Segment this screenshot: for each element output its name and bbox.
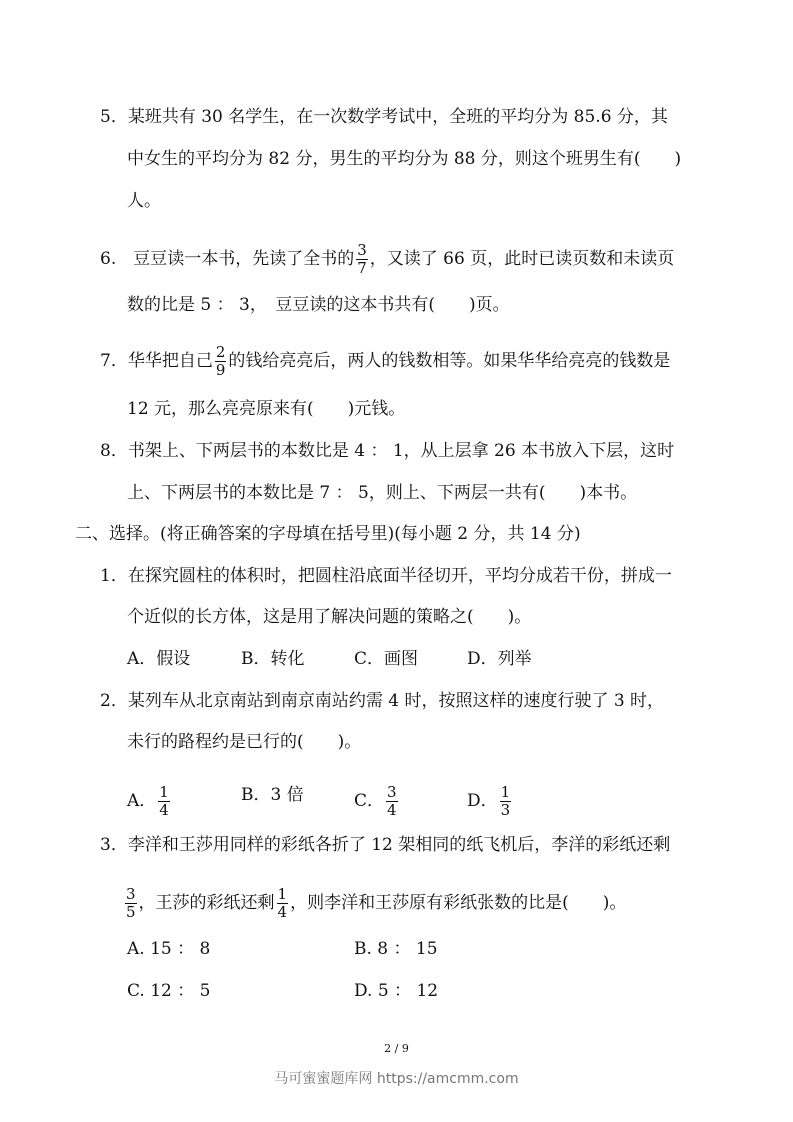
- c3-fraction-1: [125, 886, 137, 921]
- frac-den: 4: [159, 801, 169, 819]
- c1-option-c: C．画图: [354, 649, 419, 669]
- frac-num: 1: [159, 783, 169, 801]
- frac-den: 4: [277, 903, 288, 921]
- q6-frac-den: 7: [357, 259, 367, 277]
- q5-line1: 5．某班共有 30 名学生，在一次数学考试中，全班的平均分为 85.6 分，其: [100, 107, 668, 127]
- footer-watermark[interactable]: 马可蜜蜜题库网 https://amcmm.com: [274, 1071, 519, 1087]
- c3-line1: 3．李洋和王莎用同样的彩纸各折了 12 架相同的纸飞机后，李洋的彩纸还剩: [100, 835, 671, 855]
- c1-line1: 1．在探究圆柱的体积时，把圆柱沿底面半径切开，平均分成若干份，拼成一: [100, 566, 672, 586]
- q7-frac-den: 9: [215, 361, 226, 379]
- c2-option-d-label: D．: [467, 791, 498, 811]
- q7-fraction: [215, 344, 227, 379]
- q7-text-post: 的钱给亮亮后，两人的钱数相等。如果华华给亮亮的钱数是: [228, 351, 671, 371]
- q8-line1: 8．书架上、下两层书的本数比是 4 ： 1，从上层拿 26 本书放入下层，这时: [100, 441, 675, 461]
- c2-option-d: [467, 784, 513, 819]
- frac-num: 3: [126, 885, 136, 903]
- c2-option-a-fraction: [158, 784, 170, 819]
- frac-num: 1: [277, 885, 288, 903]
- c1-option-a: A．假设: [127, 649, 191, 669]
- c2-line2: 未行的路程约是已行的( )。: [127, 732, 362, 752]
- c2-option-a-label: A．: [127, 791, 157, 811]
- section-heading: 二、选择。(将正确答案的字母填在括号里)(每小题 2 分，共 14 分): [75, 524, 581, 544]
- c3-line2: [125, 886, 626, 921]
- q7-frac-num: 2: [215, 343, 226, 361]
- c3-option-a: A. 15 ： 8: [127, 939, 211, 959]
- c1-option-b: B．转化: [241, 649, 305, 669]
- q6-line2: 数的比是 5 ： 3， 豆豆读的这本书共有( )页。: [127, 295, 510, 315]
- q7-text-pre: 7．华华把自己: [100, 351, 213, 371]
- frac-num: 3: [387, 783, 397, 801]
- q7-line1: [100, 344, 670, 379]
- q6-text-post: ，又读了 66 页，此时已读页数和未读页: [369, 249, 675, 269]
- c2-option-c-fraction: [386, 784, 398, 819]
- frac-num: 1: [500, 783, 511, 801]
- q8-line2: 上、下两层书的本数比是 7 ： 5，则上、下两层一共有( )本书。: [127, 483, 638, 503]
- c3-option-c: C. 12 ： 5: [127, 981, 211, 1001]
- c2-option-c-label: C．: [354, 791, 385, 811]
- frac-den: 4: [387, 801, 397, 819]
- c2-option-d-fraction: [500, 784, 512, 819]
- c2-option-a: [127, 784, 172, 819]
- c3-text-post: ，则李洋和王莎原有彩纸张数的比是( )。: [290, 893, 627, 913]
- q6-fraction: [356, 242, 368, 277]
- c3-text-mid: ，王莎的彩纸还剩: [138, 893, 275, 913]
- c2-option-b: B．3 倍: [241, 785, 304, 805]
- c1-option-d: D．列举: [467, 649, 532, 669]
- q5-line3: 人。: [127, 191, 161, 211]
- frac-den: 3: [500, 801, 511, 819]
- c3-fraction-2: [277, 886, 289, 921]
- page-number: 2 / 9: [384, 1042, 409, 1055]
- c3-option-b: B. 8 ： 15: [354, 939, 438, 959]
- q5-line2: 中女生的平均分为 82 分，男生的平均分为 88 分，则这个班男生有( ): [127, 149, 682, 169]
- frac-den: 5: [126, 903, 136, 921]
- q6-text-pre: 6. 豆豆读一本书，先读了全书的: [100, 249, 355, 269]
- c2-option-c: [354, 784, 400, 819]
- c1-line2: 个近似的长方体，这是用了解决问题的策略之( )。: [127, 607, 532, 627]
- c2-line1: 2．某列车从北京南站到南京南站约需 4 时，按照这样的速度行驶了 3 时，: [100, 691, 665, 711]
- c3-option-d: D. 5 ： 12: [354, 981, 439, 1001]
- q6-frac-num: 3: [357, 241, 367, 259]
- q7-line2: 12 元，那么亮亮原来有( )元钱。: [127, 399, 406, 419]
- q6-line1: [100, 242, 674, 277]
